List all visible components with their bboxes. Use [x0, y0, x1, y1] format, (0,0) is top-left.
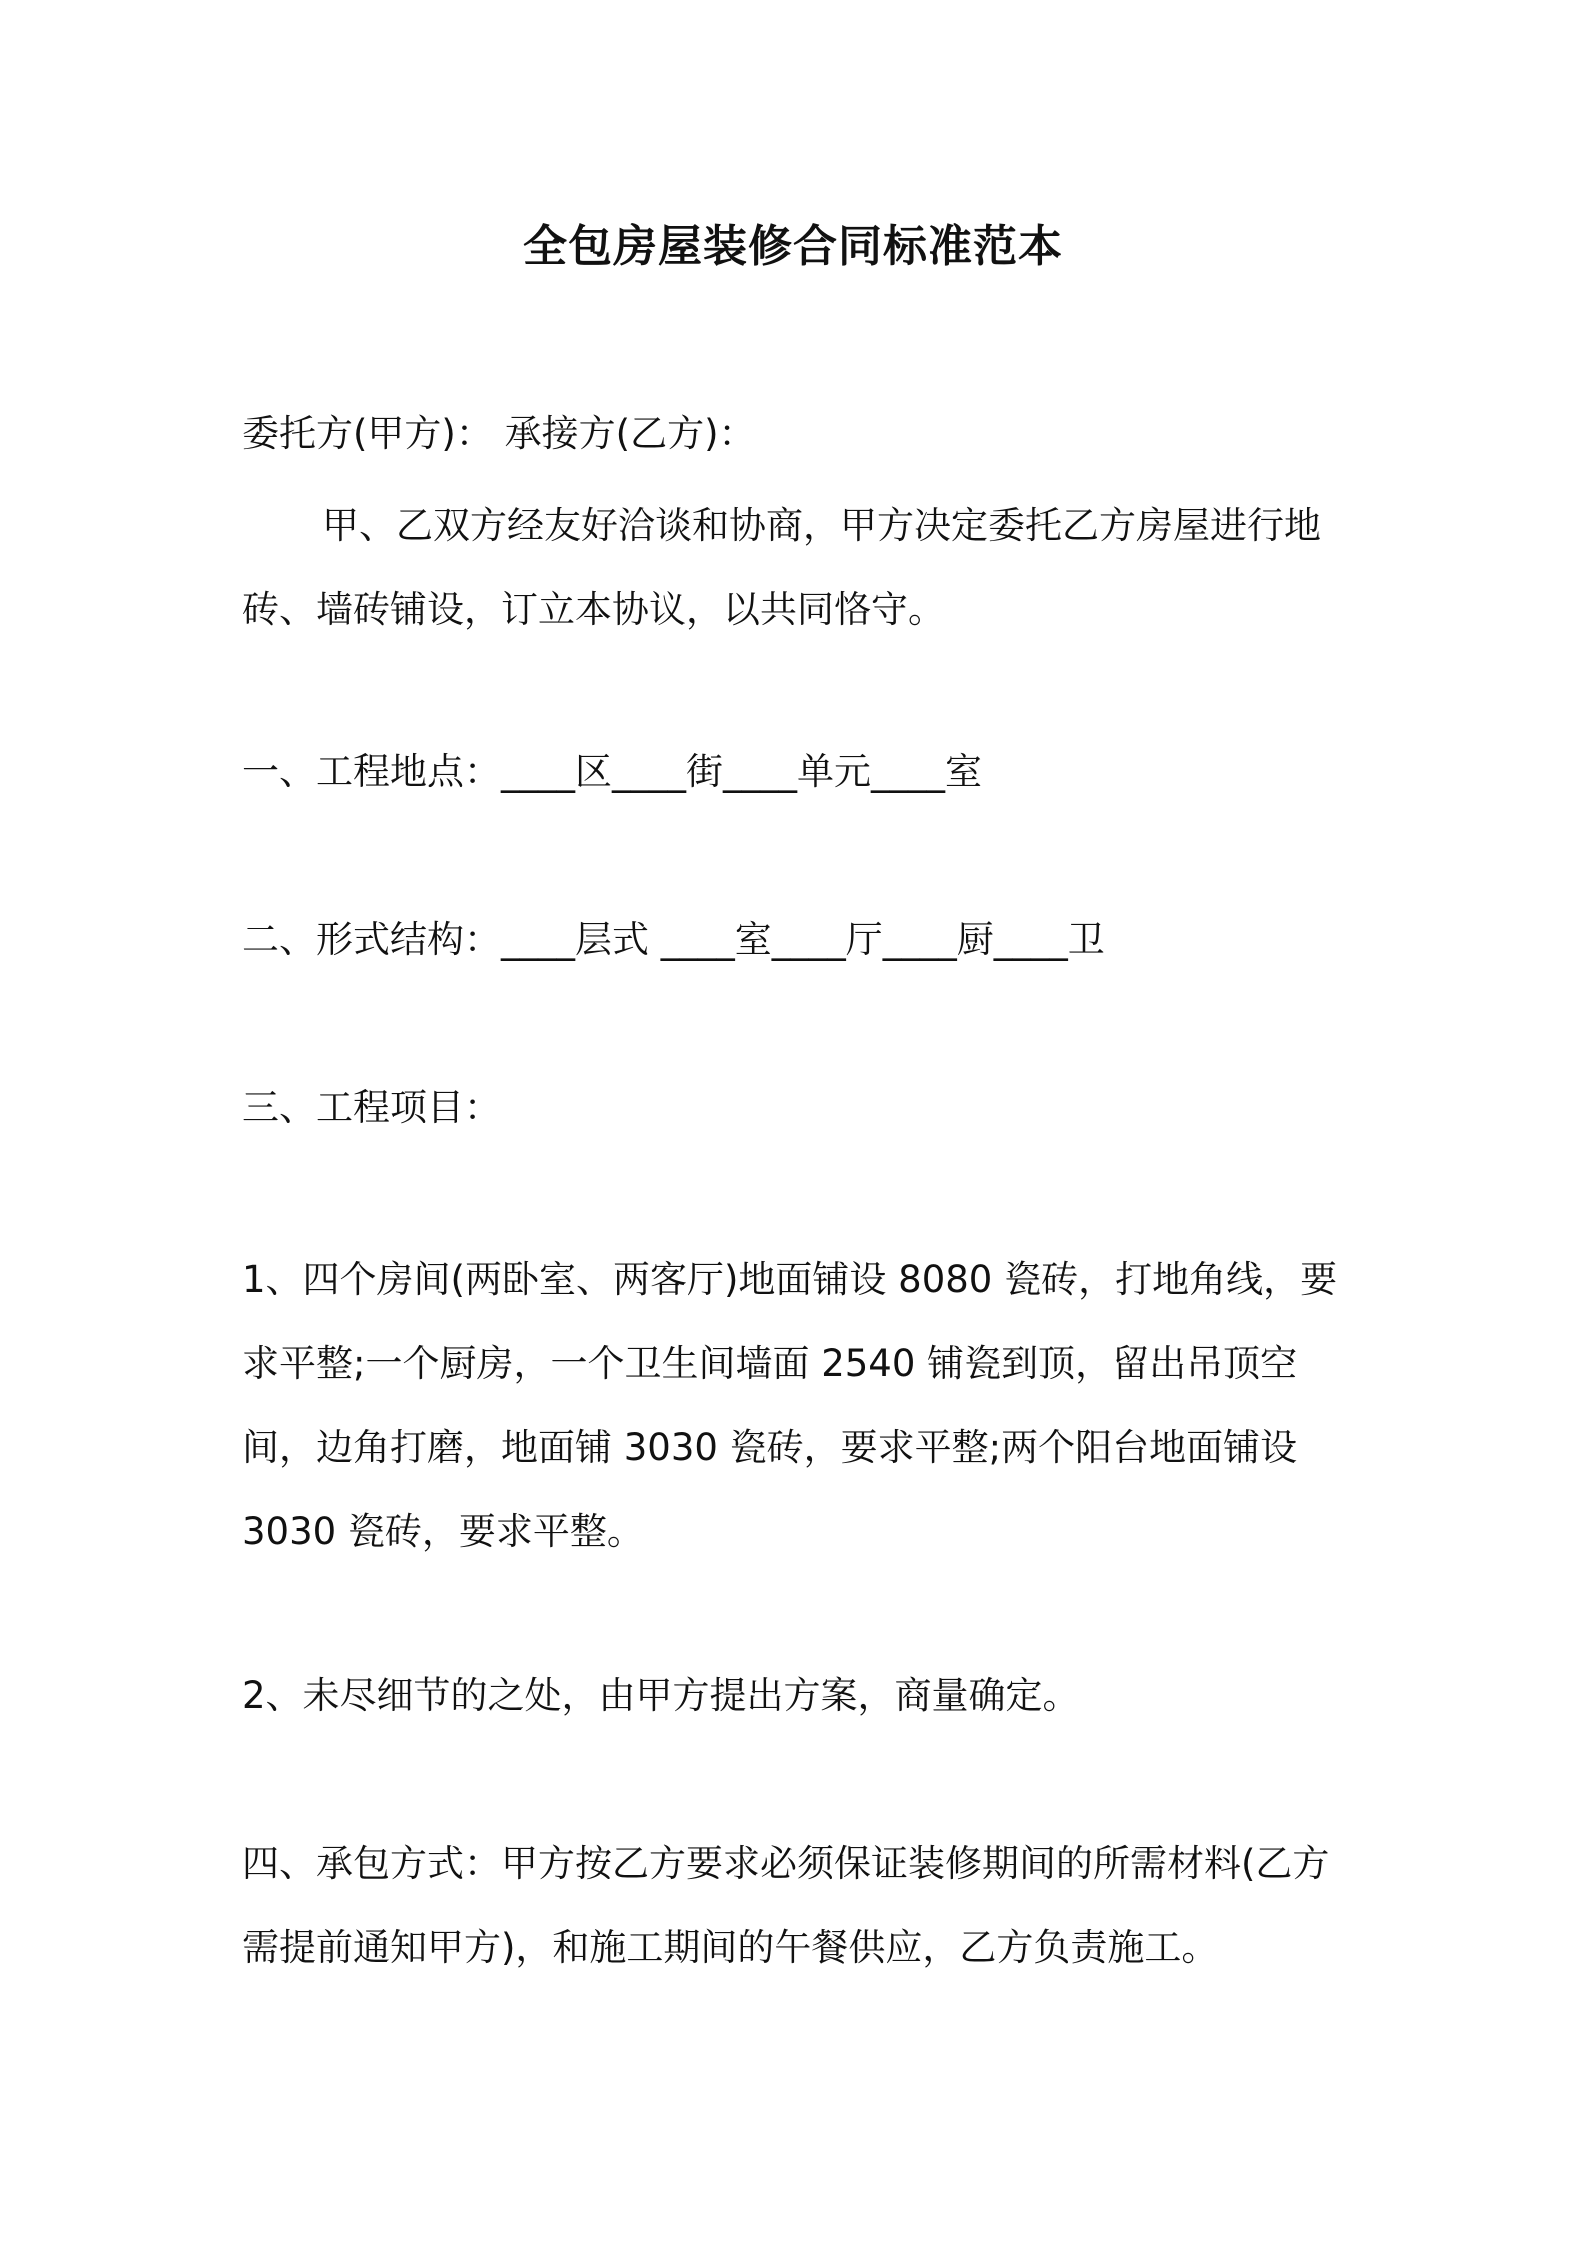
- parties-line: 委托方(甲方)： 承接方(乙方)：: [242, 412, 756, 455]
- project-item-2: 2、未尽细节的之处，由甲方提出方案，商量确定。: [242, 1674, 1080, 1717]
- project-item-1: 1、四个房间(两卧室、两客厅)地面铺设 8080 瓷砖，打地角线，要求平整;一个厨房，一个卫生间墙面 2540 铺瓷到顶，留出吊顶空间，边角打磨，地面铺 3030 瓷砖，要求平整;两个阳台地面铺设 3030 瓷砖，要求平整。: [242, 1258, 1338, 1553]
- section-location: 一、工程地点：____区____街____单元____室: [242, 750, 982, 793]
- document-title: 全包房屋装修合同标准范本: [523, 221, 1063, 272]
- section-project-heading: 三、工程项目：: [242, 1086, 501, 1129]
- intro-paragraph: 甲、乙双方经友好洽谈和协商，甲方决定委托乙方房屋进行地砖、墙砖铺设，订立本协议，以共同恪守。: [242, 504, 1321, 631]
- section-structure: 二、形式结构：____层式 ____室____厅____厨____卫: [242, 918, 1105, 961]
- section-contract-method: 四、承包方式：甲方按乙方要求必须保证装修期间的所需材料(乙方需提前通知甲方)，和施工期间的午餐供应，乙方负责施工。: [242, 1842, 1330, 1969]
